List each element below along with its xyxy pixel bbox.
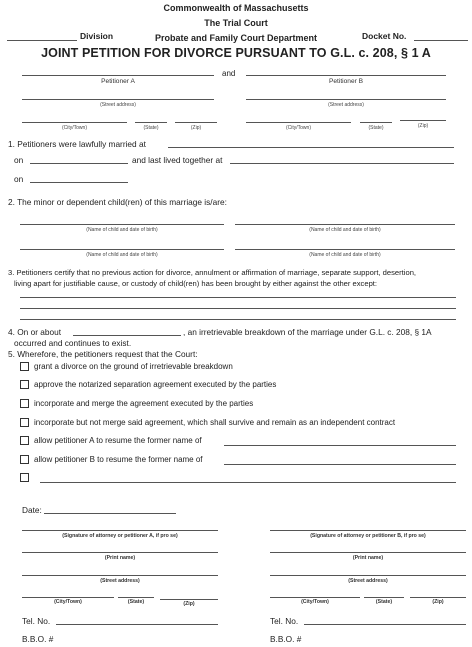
child-4-label: (Name of child and date of birth)	[309, 252, 381, 258]
petitioner-a-label: Petitioner A	[101, 78, 135, 85]
section-3-line-2: living apart for justifiable cause, or custody of child(ren) has been brought by either against the other except:	[14, 279, 378, 288]
petitioner-a-zip-label: (Zip)	[190, 125, 202, 131]
zip-b-label: (Zip)	[432, 599, 444, 605]
option-resume-name-a-label: allow petitioner A to resume the former name of	[34, 436, 202, 445]
petitioner-b-zip-label: (Zip)	[417, 123, 429, 129]
section-2-text: 2. The minor or dependent child(ren) of this marriage is/are:	[8, 197, 227, 207]
petitioner-a-city-field[interactable]	[22, 122, 127, 123]
section-1-last-lived: and last lived together at	[132, 155, 223, 165]
petitioner-b-label: Petitioner B	[328, 78, 364, 85]
date-label: Date:	[22, 505, 42, 515]
petitioner-a-name-field[interactable]	[22, 75, 214, 76]
print-name-b-label: (Print name)	[352, 555, 384, 561]
previous-action-field-2[interactable]	[20, 308, 456, 309]
city-b-label: (City/Town)	[301, 599, 329, 605]
petitioner-b-street-label: (Street address)	[328, 102, 364, 108]
bbo-b-label: B.B.O. #	[270, 634, 302, 644]
option-incorporate-not-merge-checkbox[interactable]	[20, 418, 29, 427]
section-4-suffix: , an irretrievable breakdown of the marriage under G.L. c. 208, § 1A	[183, 327, 432, 337]
marriage-date-field[interactable]	[30, 163, 128, 164]
court-commonwealth: Commonwealth of Massachusetts	[163, 3, 309, 13]
state-b-label: (State)	[375, 599, 393, 605]
docket-field[interactable]	[414, 40, 468, 41]
tel-a-label: Tel. No.	[22, 616, 51, 626]
petitioner-b-city-label: (City/Town)	[285, 125, 311, 131]
last-lived-date-field[interactable]	[30, 182, 128, 183]
petitioner-a-zip-field[interactable]	[175, 122, 217, 123]
option-approve-agreement-checkbox[interactable]	[20, 380, 29, 389]
signature-b-field[interactable]	[270, 530, 466, 531]
last-lived-place-field[interactable]	[230, 163, 454, 164]
street-b-label: (Street address)	[348, 578, 388, 584]
petitioner-b-street-field[interactable]	[246, 99, 446, 100]
child-3-field[interactable]	[20, 249, 224, 250]
city-a-field[interactable]	[22, 597, 114, 598]
city-b-field[interactable]	[270, 597, 360, 598]
option-resume-name-b-label: allow petitioner B to resume the former name of	[34, 455, 203, 464]
child-1-label: (Name of child and date of birth)	[86, 227, 158, 233]
bbo-a-label: B.B.O. #	[22, 634, 54, 644]
option-grant-divorce-label: grant a divorce on the ground of irretrievable breakdown	[34, 362, 233, 371]
tel-b-label: Tel. No.	[270, 616, 299, 626]
petitioner-b-zip-field[interactable]	[400, 120, 446, 121]
marriage-place-field[interactable]	[168, 147, 454, 148]
child-3-label: (Name of child and date of birth)	[86, 252, 158, 258]
petitioner-b-city-field[interactable]	[246, 122, 351, 123]
petitioner-b-state-field[interactable]	[360, 122, 392, 123]
and-label: and	[222, 69, 236, 78]
print-name-a-field[interactable]	[22, 552, 218, 553]
court-department: Probate and Family Court Department	[154, 33, 318, 43]
street-a-field[interactable]	[22, 575, 218, 576]
child-2-label: (Name of child and date of birth)	[309, 227, 381, 233]
option-other-field[interactable]	[40, 482, 456, 483]
docket-label: Docket No.	[362, 31, 407, 41]
print-name-b-field[interactable]	[270, 552, 466, 553]
zip-a-label: (Zip)	[183, 601, 195, 607]
tel-a-field[interactable]	[56, 624, 218, 625]
petitioner-b-name-field[interactable]	[246, 75, 446, 76]
division-field[interactable]	[7, 40, 77, 41]
child-2-field[interactable]	[235, 224, 455, 225]
section-1-text: 1. Petitioners were lawfully married at	[8, 139, 146, 149]
previous-action-field-1[interactable]	[20, 297, 456, 298]
street-a-label: (Street address)	[100, 578, 140, 584]
tel-b-field[interactable]	[304, 624, 466, 625]
petitioner-a-street-field[interactable]	[22, 99, 214, 100]
petitioner-a-state-field[interactable]	[135, 122, 167, 123]
option-incorporate-not-merge-label: incorporate but not merge said agreement, which shall survive and remain as an independent contract	[34, 418, 396, 427]
petitioner-a-street-label: (Street address)	[100, 102, 136, 108]
petitioner-a-city-label: (City/Town)	[61, 125, 87, 131]
previous-action-field-3[interactable]	[20, 319, 456, 320]
signature-b-label: (Signature of attorney or petitioner B, if pro se)	[310, 533, 426, 539]
section-4-line-2: occurred and continues to exist.	[14, 338, 132, 348]
option-resume-name-b-checkbox[interactable]	[20, 455, 29, 464]
former-name-a-field[interactable]	[224, 445, 456, 446]
division-label: Division	[80, 31, 114, 41]
section-1-on-label: on	[14, 155, 24, 165]
option-incorporate-merge-checkbox[interactable]	[20, 399, 29, 408]
zip-b-field[interactable]	[410, 597, 466, 598]
child-1-field[interactable]	[20, 224, 224, 225]
section-1-on2-label: on	[14, 174, 24, 184]
option-other-checkbox[interactable]	[20, 473, 29, 482]
print-name-a-label: (Print name)	[104, 555, 136, 561]
petitioner-b-state-label: (State)	[368, 125, 384, 131]
child-4-field[interactable]	[235, 249, 455, 250]
option-grant-divorce-checkbox[interactable]	[20, 362, 29, 371]
signature-a-label: (Signature of attorney or petitioner A, if pro se)	[62, 533, 178, 539]
section-5-text: 5. Wherefore, the petitioners request that the Court:	[8, 349, 198, 359]
state-a-field[interactable]	[118, 597, 154, 598]
city-a-label: (City/Town)	[54, 599, 82, 605]
option-resume-name-a-checkbox[interactable]	[20, 436, 29, 445]
zip-a-field[interactable]	[160, 599, 218, 600]
state-a-label: (State)	[127, 599, 145, 605]
breakdown-date-field[interactable]	[73, 335, 181, 336]
former-name-b-field[interactable]	[224, 464, 456, 465]
form-title: JOINT PETITION FOR DIVORCE PURSUANT TO G.L. c. 208, § 1 A	[41, 46, 431, 60]
section-4-prefix: 4. On or about	[8, 327, 62, 337]
option-approve-agreement-label: approve the notarized separation agreement executed by the parties	[34, 380, 277, 389]
state-b-field[interactable]	[364, 597, 404, 598]
petitioner-a-state-label: (State)	[143, 125, 159, 131]
date-field[interactable]	[44, 513, 176, 514]
street-b-field[interactable]	[270, 575, 466, 576]
signature-a-field[interactable]	[22, 530, 218, 531]
option-incorporate-merge-label: incorporate and merge the agreement executed by the parties	[34, 399, 254, 408]
section-3-line-1: 3. Petitioners certify that no previous action for divorce, annulment or affirmation of marriage, separate support, desertion,	[8, 268, 417, 277]
court-trial-court: The Trial Court	[204, 18, 268, 28]
